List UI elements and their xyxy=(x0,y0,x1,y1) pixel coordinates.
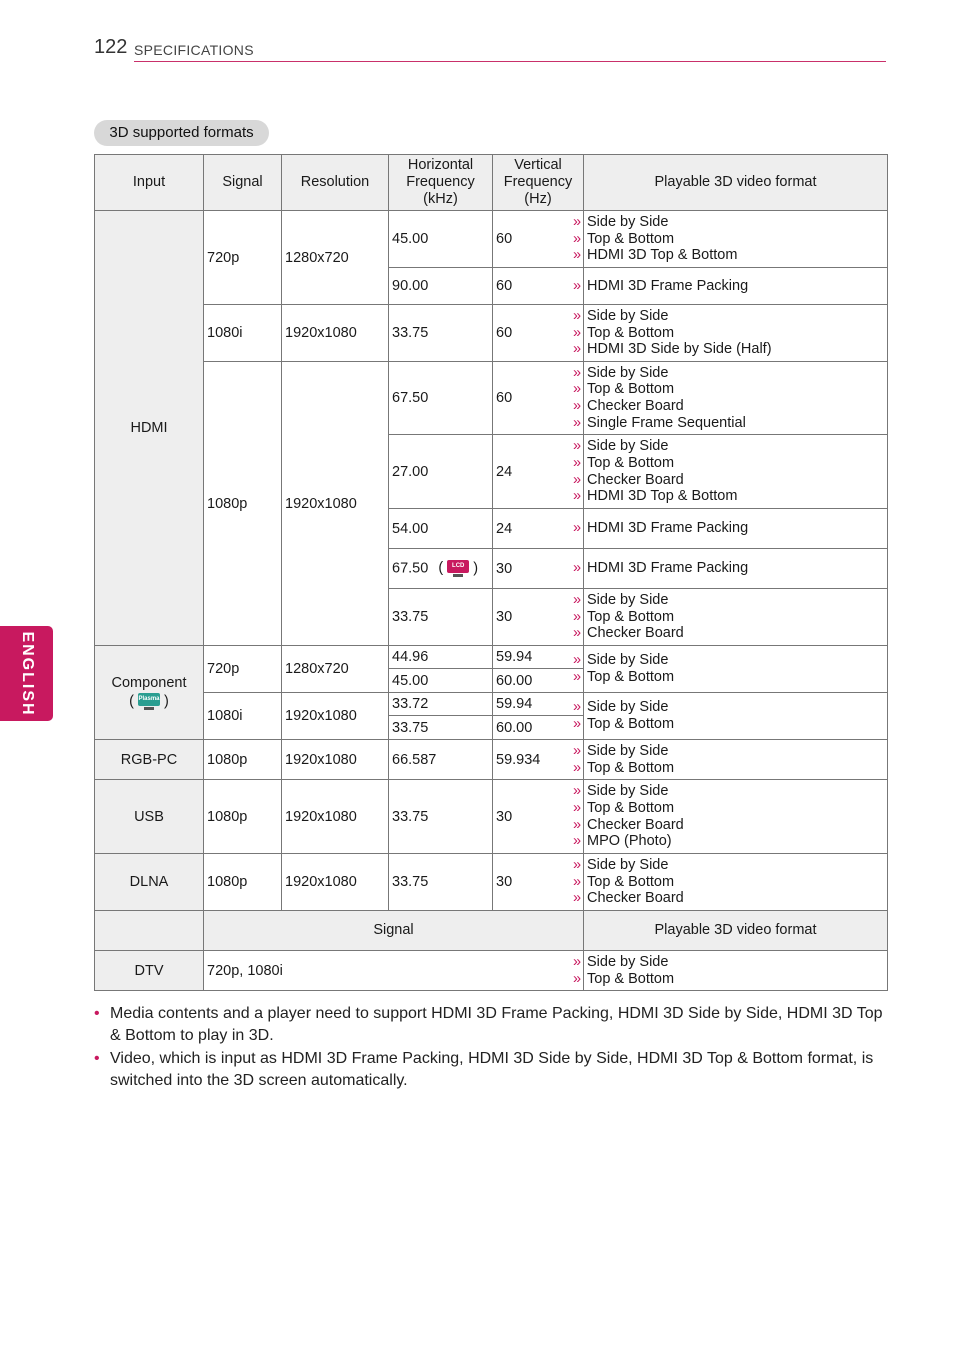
format-item: » Side by Side xyxy=(587,783,884,800)
resolution-cell: 1920x1080 xyxy=(282,854,389,911)
vfreq-cell: 30 xyxy=(493,549,584,589)
resolution-cell: 1280x720 xyxy=(282,646,389,693)
format-item: » Top & Bottom xyxy=(587,455,884,472)
format-item: » HDMI 3D Frame Packing xyxy=(587,560,884,577)
format-item: » HDMI 3D Top & Bottom xyxy=(587,247,884,264)
paren-open: ( xyxy=(129,693,134,710)
hfreq-cell: 33.75 xyxy=(389,589,493,646)
format-item: » Side by Side xyxy=(587,592,884,609)
format-item: » Side by Side xyxy=(587,308,884,325)
hfreq-cell: 66.587 xyxy=(389,740,493,780)
format-item: » Side by Side xyxy=(587,699,884,716)
note-item xyxy=(94,1048,894,1092)
hfreq-cell: 67.50 xyxy=(389,362,493,435)
format-item: » HDMI 3D Side by Side (Half) xyxy=(587,341,884,358)
paren-close: ) xyxy=(164,693,169,710)
table-row xyxy=(95,740,888,780)
resolution-cell: 1920x1080 xyxy=(282,693,389,740)
vfreq-cell: 24 xyxy=(493,435,584,509)
hfreq-cell: 33.75 xyxy=(389,854,493,911)
plasma-badge-text: Plasma xyxy=(138,693,160,706)
note-item xyxy=(94,1003,894,1047)
hfreq-cell: 44.96 xyxy=(389,646,493,669)
format-cell xyxy=(584,780,888,854)
signal-cell: 720p xyxy=(204,646,282,693)
table-row xyxy=(95,854,888,911)
signal-cell: 1080i xyxy=(204,693,282,740)
resolution-cell: 1920x1080 xyxy=(282,362,389,646)
hfreq-cell: 33.75 xyxy=(389,780,493,854)
col-header-format: Playable 3D video format xyxy=(584,155,888,211)
table-header-row xyxy=(95,155,888,211)
vfreq-cell: 60.00 xyxy=(493,669,584,693)
format-item: » Top & Bottom xyxy=(587,381,884,398)
hfreq-cell: 45.00 xyxy=(389,669,493,693)
dtv-header-blank xyxy=(95,911,204,951)
vfreq-cell: 30 xyxy=(493,589,584,646)
language-tab-label: ENGLISH xyxy=(18,630,36,717)
format-item: » Top & Bottom xyxy=(587,760,884,777)
vfreq-cell: 60 xyxy=(493,362,584,435)
format-item: » MPO (Photo) xyxy=(587,833,884,850)
vfreq-cell: 24 xyxy=(493,509,584,549)
hfreq-value: 67.50 xyxy=(392,560,429,577)
note-text: Media contents and a player need to support HDMI 3D Frame Packing, HDMI 3D Side by Side, HDMI 3D Top & Bottom to play in 3D. xyxy=(110,1005,883,1044)
format-item: » Top & Bottom xyxy=(587,325,884,342)
format-item: » Top & Bottom xyxy=(587,800,884,817)
signal-cell: 1080p xyxy=(204,362,282,646)
hfreq-cell: 33.75 xyxy=(389,716,493,740)
format-item: » Side by Side xyxy=(587,438,884,455)
col-header-input: Input xyxy=(95,155,204,211)
table-row xyxy=(95,362,888,435)
page-number: 122 xyxy=(94,36,128,58)
col-header-hfreq: Horizontal Frequency (kHz) xyxy=(389,155,493,211)
format-item: » Top & Bottom xyxy=(587,716,884,733)
format-cell xyxy=(584,549,888,589)
format-item: » Side by Side xyxy=(587,214,884,231)
col-header-vfreq: Vertical Frequency (Hz) xyxy=(493,155,584,211)
hfreq-cell: 45.00 xyxy=(389,211,493,268)
hfreq-cell: 33.75 xyxy=(389,305,493,362)
vfreq-cell: 60 xyxy=(493,268,584,305)
note-text: Video, which is input as HDMI 3D Frame Packing, HDMI 3D Side by Side, HDMI 3D Top & Bottom format, is switched into the 3D screen automatically. xyxy=(110,1050,874,1089)
resolution-cell: 1920x1080 xyxy=(282,740,389,780)
vfreq-cell: 60 xyxy=(493,211,584,268)
format-item: » Top & Bottom xyxy=(587,231,884,248)
vfreq-cell: 60 xyxy=(493,305,584,362)
format-item: » Checker Board xyxy=(587,890,884,907)
input-dlna: DLNA xyxy=(95,854,204,911)
paren-close: ) xyxy=(473,560,479,577)
format-item: » Side by Side xyxy=(587,857,884,874)
hfreq-cell: 27.00 xyxy=(389,435,493,509)
format-item: » Checker Board xyxy=(587,817,884,834)
vfreq-cell: 60.00 xyxy=(493,716,584,740)
table-row xyxy=(95,305,888,362)
bullet-icon: • xyxy=(94,1005,100,1022)
hfreq-cell: 54.00 xyxy=(389,509,493,549)
signal-cell: 1080p xyxy=(204,854,282,911)
format-item: » HDMI 3D Top & Bottom xyxy=(587,488,884,505)
format-item: » Side by Side xyxy=(587,743,884,760)
hfreq-cell xyxy=(389,549,493,589)
format-cell xyxy=(584,362,888,435)
section-label: SPECIFICATIONS xyxy=(134,42,254,58)
format-cell xyxy=(584,740,888,780)
signal-cell: 1080p xyxy=(204,740,282,780)
signal-cell: 1080p xyxy=(204,780,282,854)
table-row xyxy=(95,211,888,268)
format-item: » Side by Side xyxy=(587,652,884,669)
format-item: » HDMI 3D Frame Packing xyxy=(587,278,884,295)
dtv-header-format: Playable 3D video format xyxy=(584,911,888,951)
dtv-signal-cell: 720p, 1080i xyxy=(204,951,584,991)
vfreq-cell: 30 xyxy=(493,780,584,854)
input-usb: USB xyxy=(95,780,204,854)
table-row xyxy=(95,780,888,854)
format-item: » Side by Side xyxy=(587,954,884,971)
plasma-tv-icon xyxy=(138,693,160,710)
col-header-signal: Signal xyxy=(204,155,282,211)
section-title: 3D supported formats xyxy=(94,120,269,146)
format-cell xyxy=(584,435,888,509)
format-cell xyxy=(584,305,888,362)
format-item: » Single Frame Sequential xyxy=(587,415,884,432)
table-row xyxy=(95,646,888,669)
input-component-label: Component xyxy=(111,675,187,691)
paren-open: ( xyxy=(438,560,444,577)
format-item: » Top & Bottom xyxy=(587,874,884,891)
vfreq-cell: 59.94 xyxy=(493,646,584,669)
signal-cell: 1080i xyxy=(204,305,282,362)
table-row xyxy=(95,951,888,991)
format-item: » HDMI 3D Frame Packing xyxy=(587,520,884,537)
input-component xyxy=(95,646,204,740)
format-cell xyxy=(584,951,888,991)
vfreq-cell: 59.94 xyxy=(493,693,584,716)
resolution-cell: 1920x1080 xyxy=(282,780,389,854)
dtv-header-signal: Signal xyxy=(204,911,584,951)
hfreq-cell: 90.00 xyxy=(389,268,493,305)
resolution-cell: 1920x1080 xyxy=(282,305,389,362)
format-cell xyxy=(584,268,888,305)
language-tab xyxy=(0,626,53,721)
format-item: » Checker Board xyxy=(587,398,884,415)
header-rule xyxy=(134,61,886,62)
format-item: » Side by Side xyxy=(587,365,884,382)
resolution-cell: 1280x720 xyxy=(282,211,389,305)
lcd-badge-text: LCD xyxy=(447,560,469,573)
table-row xyxy=(95,693,888,716)
format-cell xyxy=(584,211,888,268)
format-item: » Top & Bottom xyxy=(587,609,884,626)
format-item: » Top & Bottom xyxy=(587,971,884,988)
vfreq-cell: 59.934 xyxy=(493,740,584,780)
input-hdmi: HDMI xyxy=(95,211,204,646)
signal-cell: 720p xyxy=(204,211,282,305)
notes-list xyxy=(94,1003,894,1093)
format-cell xyxy=(584,589,888,646)
hfreq-cell: 33.72 xyxy=(389,693,493,716)
input-rgbpc: RGB-PC xyxy=(95,740,204,780)
col-header-resolution: Resolution xyxy=(282,155,389,211)
bullet-icon: • xyxy=(94,1050,100,1067)
dtv-header-row xyxy=(95,911,888,951)
input-dtv: DTV xyxy=(95,951,204,991)
vfreq-cell: 30 xyxy=(493,854,584,911)
format-cell xyxy=(584,693,888,740)
lcd-tv-icon xyxy=(447,560,469,577)
format-cell xyxy=(584,854,888,911)
3d-formats-table xyxy=(94,154,888,991)
format-item: » Top & Bottom xyxy=(587,669,884,686)
format-cell xyxy=(584,509,888,549)
format-item: » Checker Board xyxy=(587,625,884,642)
format-cell xyxy=(584,646,888,693)
format-item: » Checker Board xyxy=(587,472,884,489)
